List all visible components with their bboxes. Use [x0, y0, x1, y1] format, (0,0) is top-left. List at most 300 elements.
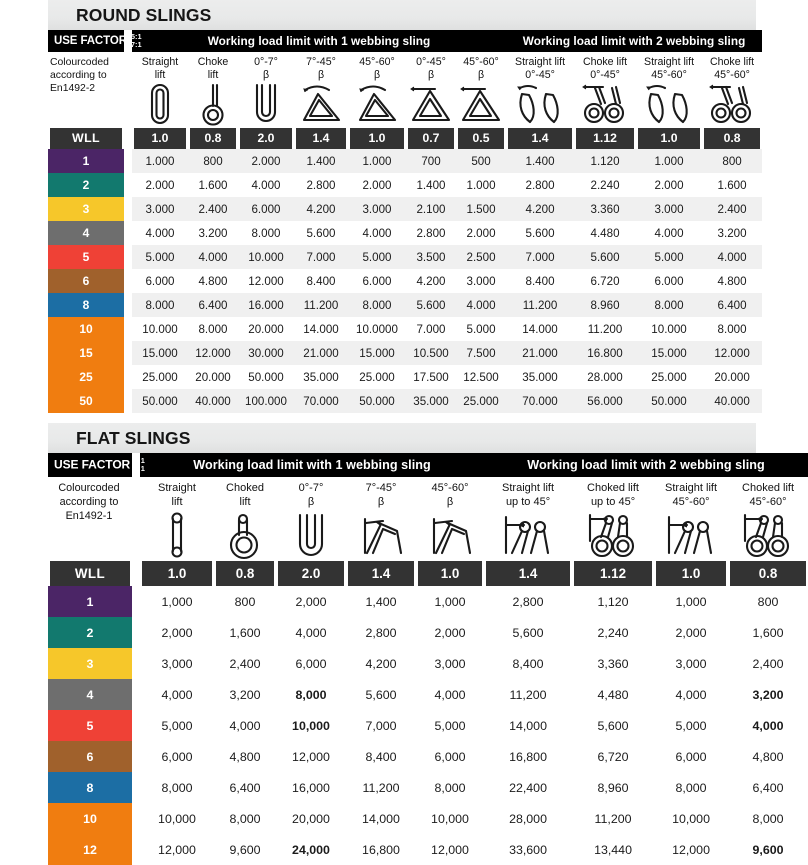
round-load-cell: 2.000 — [238, 149, 294, 173]
round-load-cell: 500 — [456, 149, 506, 173]
flat-load-cell: 3,200 — [214, 679, 276, 710]
round-factor-cell — [702, 128, 762, 149]
round-column-header — [406, 52, 456, 128]
round-load-cell: 2.400 — [702, 197, 762, 221]
round-load-cell: 5.000 — [132, 245, 188, 269]
round-wll-swatch: 8 — [48, 293, 124, 317]
round-table-body — [48, 149, 762, 413]
round-load-cell: 3.000 — [132, 197, 188, 221]
round-load-cell: 10.500 — [406, 341, 456, 365]
table-row — [48, 389, 762, 413]
flat-wll-swatch: 10 — [48, 803, 132, 834]
flat-factor-value: 0.8 — [216, 561, 274, 586]
round-ratio-bottom: 7:1 — [130, 40, 142, 49]
round-load-cell: 7.000 — [506, 245, 574, 269]
round-load-cell: 4.200 — [406, 269, 456, 293]
round-load-cell: 20.000 — [188, 365, 238, 389]
flat-column-caption-line: Choked lift — [587, 482, 639, 495]
round-factor-value: 0.8 — [704, 128, 760, 149]
round-row-gap — [124, 149, 132, 173]
flat-factor-cell — [572, 561, 654, 586]
round-load-cell: 800 — [188, 149, 238, 173]
sling-triangle-icon — [406, 82, 456, 128]
flat-load-cell: 4,000 — [276, 617, 346, 648]
flat-load-cell: 6,400 — [728, 772, 808, 803]
round-column-header — [636, 52, 702, 128]
round-factor-value: 1.4 — [296, 128, 346, 149]
round-load-cell: 700 — [406, 149, 456, 173]
round-load-cell: 1.000 — [132, 149, 188, 173]
flat-load-cell: 2,000 — [140, 617, 214, 648]
round-factor-value: 1.4 — [508, 128, 572, 149]
round-load-cell: 10.000 — [636, 317, 702, 341]
flat-load-cell: 4,000 — [728, 710, 808, 741]
flat-use-factor-cell — [48, 453, 145, 477]
round-row-gap — [124, 173, 132, 197]
flat-basket-angle-icon — [416, 509, 484, 561]
flat-column-caption-line: 7°-45° — [365, 482, 397, 495]
two-sling-straight-icon — [636, 82, 702, 128]
sling-basket-angle-icon — [348, 82, 406, 128]
flat-wll-swatch: 12 — [48, 834, 132, 865]
flat-load-cell: 20,000 — [276, 803, 346, 834]
flat-load-cell: 8,000 — [140, 772, 214, 803]
flat-ratio-bottom: 7:1 — [134, 464, 145, 474]
flat-choked-icon — [214, 509, 276, 561]
round-load-cell: 2.000 — [348, 173, 406, 197]
round-factor-value: 1.0 — [638, 128, 700, 149]
flat-row-gap — [132, 710, 140, 741]
flat-column-header — [214, 477, 276, 561]
flat-factor-cell — [276, 561, 346, 586]
round-factor-value: 0.5 — [458, 128, 504, 149]
round-column-caption-line: β — [477, 69, 485, 82]
flat-load-cell: 1,000 — [654, 586, 728, 617]
round-factor-value: 1.12 — [576, 128, 634, 149]
round-row-gap — [124, 245, 132, 269]
flat-column-header — [654, 477, 728, 561]
flat-load-cell: 2,800 — [484, 586, 572, 617]
flat-column-header-row — [48, 477, 808, 561]
round-load-cell: 70.000 — [294, 389, 348, 413]
flat-factor-value: 1.4 — [486, 561, 570, 586]
round-load-cell: 11.200 — [574, 317, 636, 341]
round-factor-cell — [294, 128, 348, 149]
flat-load-cell: 16,800 — [484, 741, 572, 772]
flat-load-cell: 12,000 — [654, 834, 728, 865]
flat-load-cell: 11,200 — [346, 772, 416, 803]
sling-choke-loop-icon — [188, 82, 238, 128]
flat-load-cell: 12,000 — [416, 834, 484, 865]
flat-load-cell: 33,600 — [484, 834, 572, 865]
round-wll-label: WLL — [50, 128, 122, 149]
round-load-cell: 1.000 — [348, 149, 406, 173]
round-load-cell: 40.000 — [702, 389, 762, 413]
round-column-header — [456, 52, 506, 128]
round-load-cell: 7.500 — [456, 341, 506, 365]
round-column-header — [294, 52, 348, 128]
flat-load-cell: 4,200 — [346, 648, 416, 679]
sling-straight-loop-icon — [132, 82, 188, 128]
round-load-cell: 8.000 — [702, 317, 762, 341]
round-row-gap — [124, 269, 132, 293]
table-row — [48, 586, 808, 617]
flat-load-cell: 16,800 — [346, 834, 416, 865]
flat-load-cell: 10,000 — [140, 803, 214, 834]
round-load-cell: 12.000 — [188, 341, 238, 365]
round-column-caption-line: Straight lift — [644, 56, 695, 68]
round-load-cell: 6.400 — [702, 293, 762, 317]
flat-load-cell: 3,000 — [140, 648, 214, 679]
round-load-cell: 2.000 — [456, 221, 506, 245]
round-row-gap — [124, 197, 132, 221]
round-load-cell: 10.0000 — [348, 317, 406, 341]
round-load-cell: 1.400 — [294, 149, 348, 173]
round-load-cell: 56.000 — [574, 389, 636, 413]
flat-load-cell: 14,000 — [346, 803, 416, 834]
flat-column-caption-line: Choked — [226, 482, 264, 495]
round-wll-swatch: 25 — [48, 365, 124, 389]
round-load-cell: 2.800 — [506, 173, 574, 197]
round-column-caption-line: 0°-45° — [416, 56, 446, 68]
round-load-cell: 3.200 — [188, 221, 238, 245]
flat-load-cell: 3,200 — [728, 679, 808, 710]
flat-ratio-top: 5:1 — [134, 456, 145, 466]
round-load-cell: 40.000 — [188, 389, 238, 413]
round-column-caption-line: β — [317, 69, 325, 82]
flat-column-caption-line: lift — [171, 496, 183, 509]
round-colourcoded-line: Colourcoded — [50, 57, 109, 68]
round-load-cell: 21.000 — [294, 341, 348, 365]
table-row — [48, 197, 762, 221]
round-column-caption-line: Straight lift — [515, 56, 566, 68]
sling-u-basket-icon — [238, 82, 294, 128]
round-factor-cell — [574, 128, 636, 149]
round-load-cell: 8.400 — [506, 269, 574, 293]
flat-load-cell: 6,000 — [654, 741, 728, 772]
flat-row-gap — [132, 834, 140, 865]
round-load-cell: 8.000 — [636, 293, 702, 317]
round-load-cell: 800 — [702, 149, 762, 173]
flat-load-cell: 2,400 — [214, 648, 276, 679]
flat-load-cell: 2,800 — [346, 617, 416, 648]
table-row — [48, 293, 762, 317]
table-row — [48, 221, 762, 245]
round-factor-cell — [188, 128, 238, 149]
flat-load-cell: 8,400 — [484, 648, 572, 679]
flat-colourcoded-line: En1492-1 — [65, 510, 113, 523]
round-load-cell: 2.400 — [188, 197, 238, 221]
flat-factor-gap — [132, 561, 140, 586]
table-row — [48, 173, 762, 197]
two-flat-straight-icon — [484, 509, 572, 561]
flat-load-cell: 1,400 — [346, 586, 416, 617]
round-column-caption-line: 45°-60° — [651, 69, 687, 82]
round-load-cell: 50.000 — [348, 389, 406, 413]
two-sling-choke-icon — [702, 82, 762, 128]
round-banner-two-sling: Working load limit with 2 webbing sling — [506, 30, 762, 52]
round-load-cell: 25.000 — [456, 389, 506, 413]
table-row — [48, 365, 762, 389]
round-load-cell: 4.000 — [132, 221, 188, 245]
round-load-cell: 16.000 — [238, 293, 294, 317]
round-column-header — [348, 52, 406, 128]
flat-wll-swatch: 5 — [48, 710, 132, 741]
sling-basket-angle-icon — [294, 82, 348, 128]
flat-slings-section-title — [48, 423, 756, 453]
flat-column-caption-line: 45°-60° — [431, 482, 469, 495]
flat-load-cell: 2,000 — [654, 617, 728, 648]
flat-load-cell: 6,000 — [140, 741, 214, 772]
flat-colourcoded-line: according to — [59, 496, 119, 509]
flat-load-cell: 800 — [728, 586, 808, 617]
round-column-header — [188, 52, 238, 128]
round-load-cell: 50.000 — [132, 389, 188, 413]
flat-column-caption-line: up to 45° — [505, 496, 551, 509]
flat-load-cell: 7,000 — [346, 710, 416, 741]
flat-factor-cell — [346, 561, 416, 586]
round-load-cell: 1.600 — [188, 173, 238, 197]
flat-row-gap — [132, 586, 140, 617]
round-load-cell: 7.000 — [406, 317, 456, 341]
two-flat-choked-icon — [728, 509, 808, 561]
round-load-cell: 2.100 — [406, 197, 456, 221]
flat-column-caption-line: up to 45° — [590, 496, 636, 509]
flat-column-header — [484, 477, 572, 561]
round-row-gap — [124, 221, 132, 245]
round-factor-cell — [348, 128, 406, 149]
round-wll-swatch: 6 — [48, 269, 124, 293]
round-load-cell: 1.600 — [702, 173, 762, 197]
round-load-cell: 15.000 — [132, 341, 188, 365]
flat-column-caption-line: Straight lift — [665, 482, 717, 495]
flat-load-cell: 2,240 — [572, 617, 654, 648]
round-load-cell: 12.000 — [238, 269, 294, 293]
round-factor-cell — [132, 128, 188, 149]
flat-banner-row — [48, 453, 808, 477]
round-column-caption-line: 45°-60° — [714, 69, 750, 82]
round-load-cell: 1.000 — [456, 173, 506, 197]
flat-load-cell: 8,000 — [654, 772, 728, 803]
round-use-factor-ratio — [131, 33, 142, 49]
round-load-cell: 8.000 — [238, 221, 294, 245]
flat-column-header — [346, 477, 416, 561]
flat-factor-value: 1.0 — [656, 561, 726, 586]
round-column-header — [238, 52, 294, 128]
flat-wll-swatch: 1 — [48, 586, 132, 617]
round-column-caption-line: 7°-45° — [306, 56, 336, 68]
round-load-cell: 5.000 — [348, 245, 406, 269]
round-column-header-row — [48, 52, 762, 128]
round-ratio-top: 5:1 — [130, 31, 142, 41]
round-factor-cell — [456, 128, 506, 149]
table-row — [48, 245, 762, 269]
round-row-gap — [124, 317, 132, 341]
round-load-cell: 8.000 — [348, 293, 406, 317]
table-row — [48, 269, 762, 293]
round-column-header — [574, 52, 636, 128]
flat-load-cell: 8,000 — [416, 772, 484, 803]
sling-triangle-icon — [456, 82, 506, 128]
round-load-cell: 8.960 — [574, 293, 636, 317]
round-load-cell: 3.000 — [636, 197, 702, 221]
round-load-cell: 1.500 — [456, 197, 506, 221]
table-row — [48, 772, 808, 803]
flat-load-cell: 8,000 — [276, 679, 346, 710]
flat-load-cell: 8,400 — [346, 741, 416, 772]
round-load-cell: 3.360 — [574, 197, 636, 221]
flat-load-cell: 5,000 — [416, 710, 484, 741]
round-load-cell: 3.500 — [406, 245, 456, 269]
round-load-cell: 25.000 — [132, 365, 188, 389]
round-wll-swatch: 1 — [48, 149, 124, 173]
round-column-caption-line: 0°-45° — [590, 69, 620, 82]
flat-load-cell: 4,800 — [214, 741, 276, 772]
round-load-cell: 8.000 — [188, 317, 238, 341]
flat-column-caption-line: Straight lift — [502, 482, 554, 495]
round-load-cell: 14.000 — [294, 317, 348, 341]
round-load-cell: 25.000 — [636, 365, 702, 389]
flat-load-cell: 8,960 — [572, 772, 654, 803]
round-load-cell: 6.000 — [348, 269, 406, 293]
round-banner-row — [48, 30, 762, 52]
round-load-cell: 50.000 — [238, 365, 294, 389]
round-row-gap — [124, 293, 132, 317]
round-column-caption-line: Choke — [197, 56, 229, 68]
table-row — [48, 679, 808, 710]
flat-load-cell: 8,000 — [214, 803, 276, 834]
round-factor-cell — [506, 128, 574, 149]
round-load-cell: 1.120 — [574, 149, 636, 173]
round-wll-swatch: 5 — [48, 245, 124, 269]
flat-column-caption-line: Straight — [158, 482, 196, 495]
flat-wll-label: WLL — [50, 561, 130, 586]
round-load-cell: 28.000 — [574, 365, 636, 389]
round-head-gap — [124, 52, 132, 128]
round-use-factor-label: USE FACTOR — [54, 35, 127, 48]
round-wll-swatch: 50 — [48, 389, 124, 413]
two-sling-choke-icon — [574, 82, 636, 128]
round-load-cell: 2.800 — [406, 221, 456, 245]
flat-column-caption-line: 45°-60° — [672, 496, 710, 509]
round-slings-title-text: ROUND SLINGS — [76, 4, 212, 25]
flat-load-cell: 5,600 — [484, 617, 572, 648]
flat-factor-cell — [654, 561, 728, 586]
round-banner-one-sling: Working load limit with 1 webbing sling — [132, 30, 506, 52]
flat-factor-value: 2.0 — [278, 561, 344, 586]
round-slings-section-title — [48, 0, 756, 30]
flat-load-cell: 5,600 — [346, 679, 416, 710]
flat-use-factor-ratio — [134, 457, 145, 473]
flat-load-cell: 9,600 — [728, 834, 808, 865]
round-column-caption-line: β — [373, 69, 381, 82]
flat-slings-table — [48, 453, 808, 865]
round-load-cell: 5.600 — [406, 293, 456, 317]
flat-column-header — [140, 477, 214, 561]
flat-load-cell: 8,000 — [728, 803, 808, 834]
flat-load-cell: 5,000 — [140, 710, 214, 741]
round-load-cell: 1.000 — [636, 149, 702, 173]
table-row — [48, 149, 762, 173]
round-load-cell: 30.000 — [238, 341, 294, 365]
flat-factor-cell — [140, 561, 214, 586]
flat-factor-cell — [416, 561, 484, 586]
round-row-gap — [124, 365, 132, 389]
flat-factor-value: 1.4 — [348, 561, 414, 586]
flat-load-cell: 4,800 — [728, 741, 808, 772]
flat-factor-cell — [214, 561, 276, 586]
round-load-cell: 3.200 — [702, 221, 762, 245]
flat-factor-value: 1.0 — [418, 561, 482, 586]
flat-factor-value: 1.0 — [142, 561, 212, 586]
round-column-caption-line: 0°-45° — [525, 69, 555, 82]
flat-load-cell: 2,000 — [416, 617, 484, 648]
round-load-cell: 4.000 — [238, 173, 294, 197]
flat-load-cell: 10,000 — [416, 803, 484, 834]
flat-table-body — [48, 586, 808, 865]
flat-factor-row — [48, 561, 808, 586]
round-column-caption-line: β — [427, 69, 435, 82]
flat-load-cell: 6,400 — [214, 772, 276, 803]
round-factor-value: 1.0 — [134, 128, 186, 149]
round-column-header — [702, 52, 762, 128]
flat-row-gap — [132, 679, 140, 710]
flat-load-cell: 4,000 — [140, 679, 214, 710]
round-factor-cell — [238, 128, 294, 149]
round-load-cell: 5.000 — [456, 317, 506, 341]
round-load-cell: 8.400 — [294, 269, 348, 293]
flat-load-cell: 4,000 — [214, 710, 276, 741]
table-row — [48, 834, 808, 865]
flat-load-cell: 1,000 — [416, 586, 484, 617]
round-load-cell: 1.400 — [506, 149, 574, 173]
round-load-cell: 20.000 — [702, 365, 762, 389]
round-column-caption-line: Choke lift — [582, 56, 628, 68]
round-factor-value: 0.7 — [408, 128, 454, 149]
flat-load-cell: 1,000 — [140, 586, 214, 617]
round-column-header — [506, 52, 574, 128]
round-load-cell: 4.000 — [702, 245, 762, 269]
round-load-cell: 11.200 — [294, 293, 348, 317]
round-column-caption-line: lift — [207, 69, 219, 82]
round-load-cell: 35.000 — [294, 365, 348, 389]
flat-wll-swatch: 2 — [48, 617, 132, 648]
flat-colourcoded-note — [48, 477, 132, 561]
flat-wll-swatch: 8 — [48, 772, 132, 803]
round-load-cell: 4.000 — [348, 221, 406, 245]
flat-column-caption-line: Choked lift — [742, 482, 795, 495]
flat-load-cell: 11,200 — [484, 679, 572, 710]
flat-basket-angle-icon — [346, 509, 416, 561]
round-column-caption-line: Choke lift — [709, 56, 755, 68]
flat-load-cell: 2,400 — [728, 648, 808, 679]
round-row-gap — [124, 389, 132, 413]
flat-load-cell: 1,600 — [214, 617, 276, 648]
round-wll-swatch: 15 — [48, 341, 124, 365]
round-colourcoded-line: En1492-2 — [50, 83, 96, 95]
round-load-cell: 4.800 — [702, 269, 762, 293]
round-load-cell: 6.720 — [574, 269, 636, 293]
flat-load-cell: 6,720 — [572, 741, 654, 772]
flat-load-cell: 13,440 — [572, 834, 654, 865]
flat-factor-value: 0.8 — [730, 561, 806, 586]
round-load-cell: 35.000 — [506, 365, 574, 389]
round-load-cell: 35.000 — [406, 389, 456, 413]
flat-load-cell: 5,600 — [572, 710, 654, 741]
round-load-cell: 4.200 — [506, 197, 574, 221]
flat-row-gap — [132, 803, 140, 834]
round-load-cell: 70.000 — [506, 389, 574, 413]
